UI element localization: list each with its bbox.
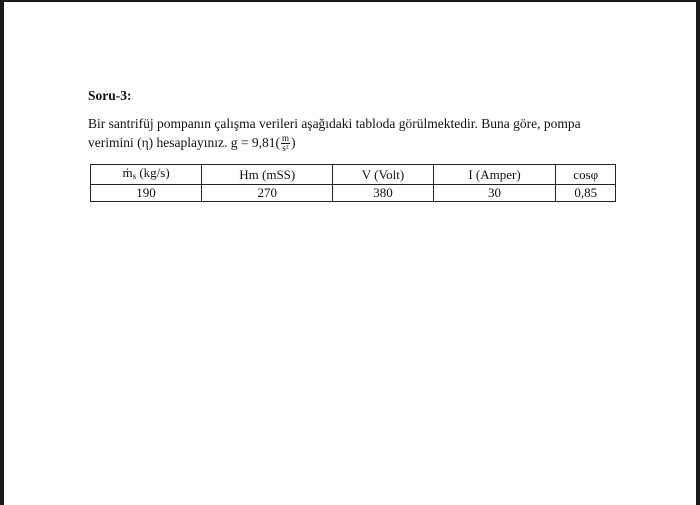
cell-power-factor: 0,85 — [556, 185, 616, 202]
header-mass-flow: ṁ$_s$ (kg/s) — [91, 165, 202, 185]
question-text — [88, 114, 628, 153]
header-head: Hm (mSS) — [202, 165, 333, 185]
table-header-row — [91, 165, 616, 185]
closing-paren: ) — [291, 135, 296, 150]
header-power-factor: cosφ — [556, 165, 616, 185]
cell-voltage: 380 — [333, 185, 433, 202]
table-row — [91, 185, 616, 202]
cell-mass-flow: 190 — [91, 185, 202, 202]
header-voltage: V (Volt) — [333, 165, 433, 185]
cell-head: 270 — [202, 185, 333, 202]
question-title: Soru-3: — [88, 88, 132, 103]
pump-data-table — [90, 164, 616, 202]
document-page — [4, 2, 696, 505]
fraction-denominator: s² — [282, 143, 289, 154]
question-body: Bir santrifüj pompanın çalışma verileri aşağıdaki tabloda görülmektedir. Buna göre, pompa verimini (η) hesaplayınız. g = 9,81( — [88, 116, 581, 150]
cell-current: 30 — [433, 185, 556, 202]
header-current: I (Amper) — [433, 165, 556, 185]
unit-fraction — [281, 134, 290, 153]
fraction-numerator: m — [282, 133, 290, 144]
